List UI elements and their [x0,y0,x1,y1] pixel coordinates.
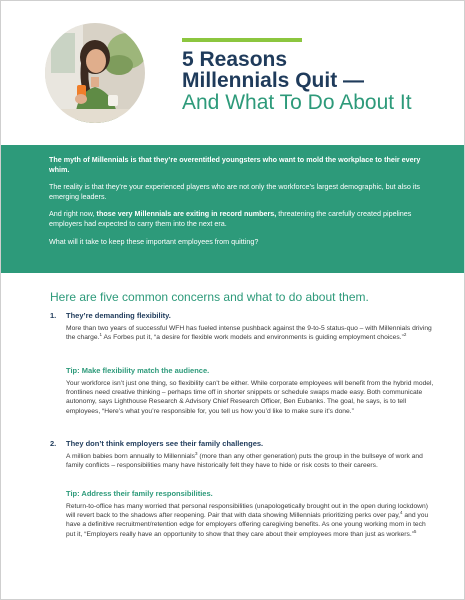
item-tip-text-b: and you have a definitive recruitment/retention edge for employers offering caregiving benefits. As one young working mom in tech put it, “Employers really have an opportunity to show that they care about their employees more than just as workers.” [66,512,429,538]
intro-p3-bold: those very Millennials are exiting in record numbers, [96,209,277,219]
intro-banner [1,145,465,273]
concerns-heading: Here are five common concerns and what to do about them. [50,290,369,304]
intro-paragraph-3 [49,209,436,228]
title-line-3: And What To Do About It [182,91,412,114]
concern-item-2 [50,439,436,579]
intro-paragraph-2: The reality is that they’re your experienced players who are not only the workforce’s largest demographic, but also its emerging leaders. [49,182,421,201]
item-tip-heading: Tip: Make flexibility match the audience. [66,366,210,375]
header-photo [45,23,145,123]
item-body-text-b: As Forbes put it, “a desire for flexible work models and environments is guiding employment choices.” [101,334,404,342]
footnote-ref: 2 [403,331,407,337]
intro-p3-start: And right now, [49,209,97,219]
title-accent-bar [182,38,302,42]
item-tip-body [66,502,436,539]
item-title: They’re demanding flexibility. [66,311,171,320]
item-body [66,324,436,342]
footnote-ref: 1 [99,331,102,337]
intro-paragraph-4: What will it take to keep these important employees from quitting? [49,236,259,246]
footnote-ref: 5 [413,528,417,534]
item-title: They don’t think employers see their family challenges. [66,439,264,448]
item-tip-text-a: Return-to-office has many worried that personal responsibilities (unapologetically brought out in the open during lockdown) will revert back to the shadows after reopening. Pair that with data showing Millennials prioritizing perks over pay, [66,503,428,520]
intro-lead: The myth of Millennials is that they’re overentitled youngsters who want to mold the workplace to their every whim. [49,155,421,174]
item-number: 2. [50,439,57,448]
woman-with-phone-illustration [45,23,145,123]
title-line-2: Millennials Quit — [182,69,365,92]
intro-p3-end: threatening the carefully created pipelines employers had expected to carry them into the next era. [49,209,412,228]
item-body-text-a: More than two years of successful WFH has fueled intense pushback against the 9-to-5 status-quo – with Millennials driving the charge. [66,325,432,342]
item-body-text-b: (more than any other generation) puts the group in the bullseye of work and family conflicts – responsibilities many have historically felt they have to hide or risk costs to their careers. [66,453,423,470]
item-body [66,452,436,470]
footnote-ref: 3 [195,450,198,456]
footnote-ref: 4 [400,509,403,515]
title-line-1: 5 Reasons [182,48,288,71]
item-tip-body: Your workforce isn’t just one thing, so flexibility can’t be either. While corporate employees will benefit from the hybrid model, frontlines need creative thinking – perhaps time off in shorter snippets or schedule swaps made easy. Both communicate autonomy, says Lighthouse Research & Advisory Chief Research Officer, Ben Eubanks. The goal, he says, is to tell employees, “Here’s what you’re responsible for, you tell us how you’d like to make sure it’s done.” [66,380,434,415]
item-number: 1. [50,311,57,320]
item-tip-heading: Tip: Address their family responsibilities. [66,489,213,498]
item-body-text-a: A million babies born annually to Millennials [66,453,195,460]
concern-item-1 [50,311,436,421]
